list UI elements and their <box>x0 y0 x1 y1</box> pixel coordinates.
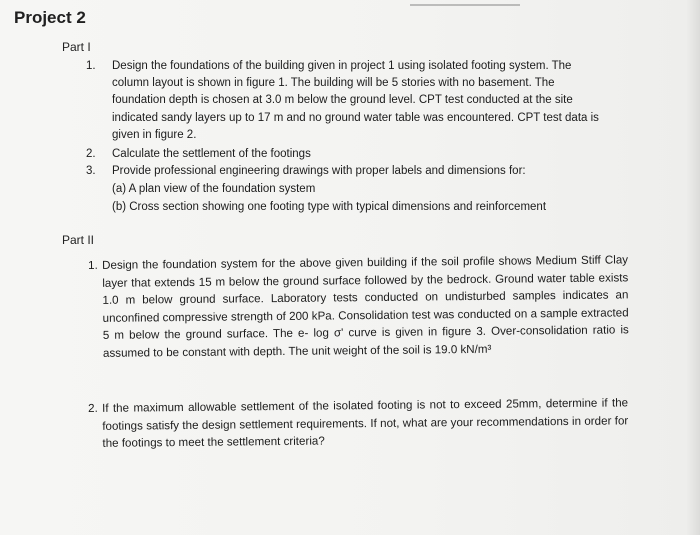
part-1-heading: Part I <box>62 40 91 54</box>
item-text: Provide professional engineering drawings with proper labels and dimensions for: <box>112 165 526 177</box>
part-2-heading: Part II <box>62 233 95 247</box>
part-2-item-2 <box>88 394 629 452</box>
item-number: 1. <box>86 60 96 72</box>
item-text: Calculate the settlement of the footings <box>112 148 311 160</box>
item-number: 2. <box>86 148 96 160</box>
page-shadow <box>686 0 700 535</box>
item-text: Design the foundations of the building given in project 1 using isolated footing system. The column layout is shown in figure 1. The building will be 5 stories with no basement. The foundation depth is chosen at 3.0 m below the ground level. CPT test conducted at the site indicated sandy layers up to 17 m and no ground water table was encountered. CPT test data is given in figure 2. <box>112 60 599 141</box>
cropped-heading-edge <box>410 0 520 6</box>
item-text: If the maximum allowable settlement of the isolated footing is not to exceed 25mm, determine if the footings satisfy the design settlement requirements. If not, what are your recommendations in order for the footings to meet the settlement criteria? <box>102 396 629 451</box>
item-number: 2. <box>88 401 98 415</box>
part-2-item-1 <box>88 251 629 362</box>
item-text: Design the foundation system for the above given building if the soil profile shows Medium Stiff Clay layer that extends 15 m below the ground surface followed by the bedrock. Ground water table exists 1.0 m below ground surface. Laboratory tests conducted on undisturbed samples indicates an unconfined compressive strength of 200 kPa. Consolidation test was conducted on a sample extracted 5 m below the ground surface. The e- log σ' curve is given in figure 3. Over-consolidation ratio is assumed to be constant with depth. The unit weight of the soil is 19.0 kN/m³ <box>102 253 629 360</box>
item-number: 3. <box>86 165 96 177</box>
part-1-item-3-sub-a: (a) A plan view of the foundation system <box>112 183 316 195</box>
item-number: 1. <box>88 258 98 272</box>
page-title: Project 2 <box>14 8 86 27</box>
part-1-item-3-sub-b: (b) Cross section showing one footing type with typical dimensions and reinforcement <box>112 201 547 213</box>
